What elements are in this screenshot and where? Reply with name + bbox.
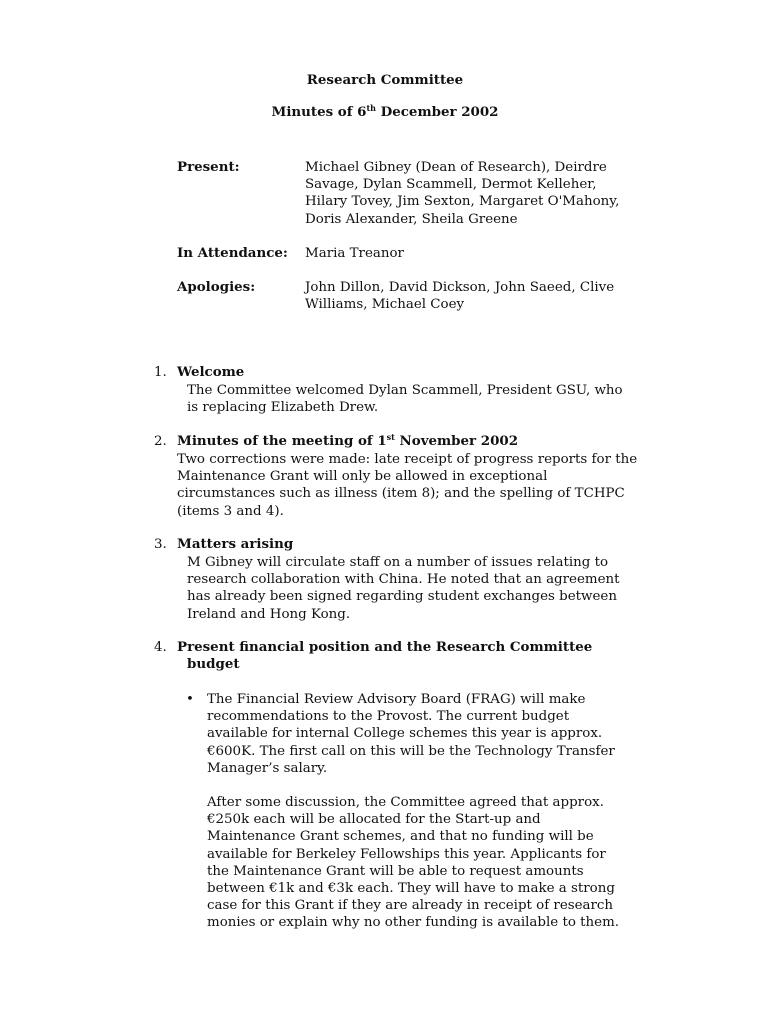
bullet-line: Maintenance Grant schemes, and that no funding will be — [207, 829, 594, 845]
bullet-dot-icon: • — [186, 692, 194, 707]
item-heading: Minutes of the meeting of 1st November 2002 — [177, 432, 519, 449]
apologies-line: John Dillon, David Dickson, John Saeed, Clive — [305, 280, 615, 295]
item-body — [177, 451, 647, 520]
document-subtitle: Minutes of 6th December 2002 — [271, 103, 499, 120]
item-heading: Welcome — [177, 364, 245, 380]
item-heading-line: Present financial position and the Research Committee — [177, 639, 593, 655]
present-label: Present: — [177, 159, 240, 175]
item-line: Two corrections were made: late receipt of progress reports for the — [177, 452, 638, 467]
bullet-line: €250k each will be allocated for the Start-up and — [207, 812, 541, 828]
item-heading-line: budget — [187, 656, 240, 673]
item-line: research collaboration with China. He noted that an agreement — [187, 572, 620, 588]
bullet-line: €600K. The first call on this will be the Technology Transfer — [207, 743, 615, 759]
item-line: The Committee welcomed Dylan Scammell, President GSU, who — [187, 383, 623, 398]
bullet-line: After some discussion, the Committee agreed that approx. — [207, 795, 604, 810]
item-heading — [177, 639, 607, 673]
bullet-line: The Financial Review Advisory Board (FRAG) will make — [207, 692, 586, 707]
item-line: is replacing Elizabeth Drew. — [187, 400, 379, 416]
bullet-line: Manager’s salary. — [207, 760, 328, 776]
attendance-value: Maria Treanor — [305, 246, 404, 261]
item-body — [187, 554, 642, 623]
document-title: Research Committee — [306, 72, 464, 88]
bullet-line: between €1k and €3k each. They will have to make a strong — [207, 881, 615, 897]
present-line: Hilary Tovey, Jim Sexton, Margaret O'Mahony, — [305, 194, 620, 210]
item-number: 4. — [154, 640, 167, 655]
present-value — [305, 159, 640, 228]
apologies-label: Apologies: — [177, 279, 256, 295]
item-line: (items 3 and 4). — [177, 503, 284, 519]
item-line: M Gibney will circulate staff on a number of issues relating to — [187, 555, 609, 570]
item-heading: Matters arising — [177, 536, 294, 552]
bullet-paragraph-2 — [207, 794, 632, 932]
bullet-line: the Maintenance Grant will be able to request amounts — [207, 863, 584, 879]
item-line: has already been signed regarding student exchanges between — [187, 589, 617, 605]
bullet-paragraph-1 — [207, 691, 632, 777]
item-body — [187, 382, 642, 416]
apologies-line: Williams, Michael Coey — [305, 297, 465, 313]
item-line: Ireland and Hong Kong. — [187, 606, 351, 622]
item-line: Maintenance Grant will only be allowed in exceptional — [177, 469, 548, 485]
item-number: 1. — [154, 365, 167, 380]
item-line: circumstances such as illness (item 8); and the spelling of TCHPC — [177, 486, 625, 502]
bullet-line: case for this Grant if they are already in receipt of research — [207, 898, 614, 914]
bullet-line: recommendations to the Provost. The current budget — [207, 709, 570, 725]
item-number: 3. — [154, 537, 167, 552]
present-line: Michael Gibney (Dean of Research), Deirdre — [305, 160, 607, 175]
bullet-line: monies or explain why no other funding is available to them. — [207, 915, 620, 931]
attendance-label: In Attendance: — [177, 245, 288, 261]
bullet-line: available for internal College schemes this year is approx. — [207, 726, 603, 742]
present-line: Savage, Dylan Scammell, Dermot Kelleher, — [305, 177, 597, 193]
bullet-line: available for Berkeley Fellowships this year. Applicants for — [207, 846, 606, 862]
present-line: Doris Alexander, Sheila Greene — [305, 211, 518, 227]
item-number: 2. — [154, 434, 167, 449]
apologies-value — [305, 279, 640, 313]
